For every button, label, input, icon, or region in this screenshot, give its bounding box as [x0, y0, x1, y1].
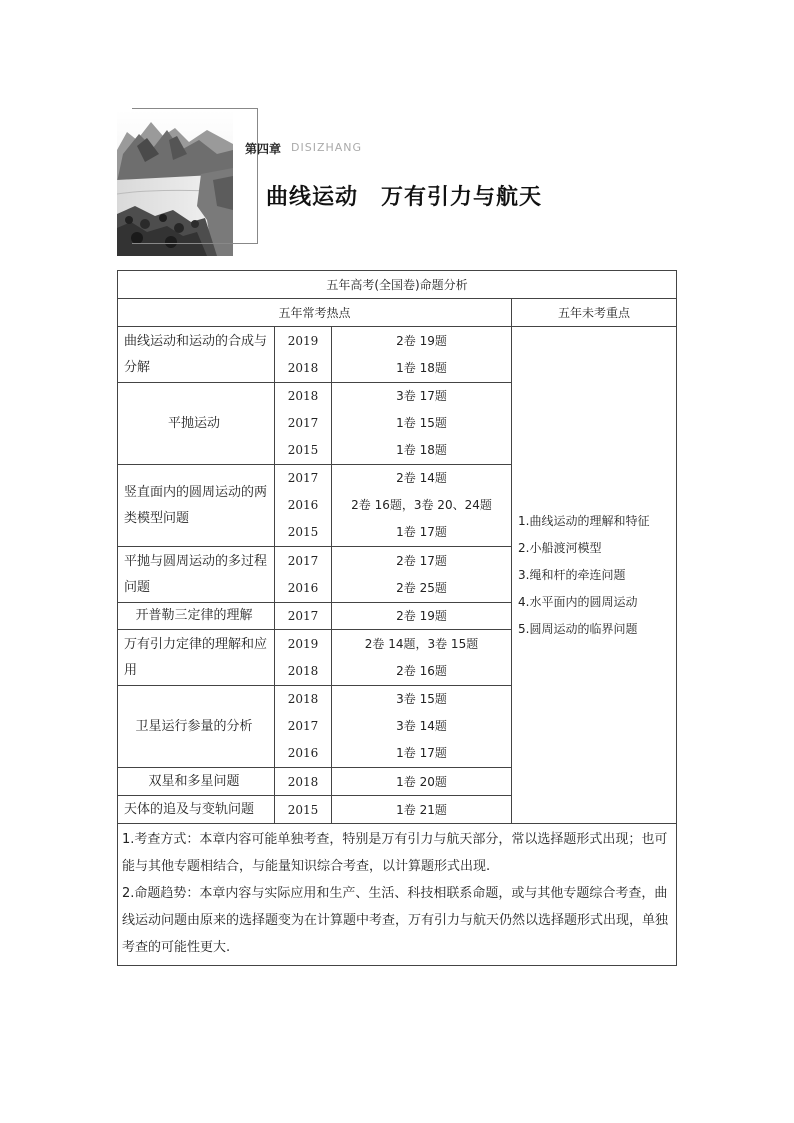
year-cell	[275, 686, 332, 768]
table-caption: 五年高考(全国卷)命题分析	[118, 271, 677, 299]
year: 2016	[287, 580, 319, 595]
year: 2018	[287, 360, 319, 375]
analysis-paragraph: 1.考查方式：本章内容可能单独考查，特别是万有引力与航天部分，常以选择题形式出现；也可能与其他专题相结合，与能量知识综合考查，以计算题形式出现.	[122, 832, 668, 874]
year: 2019	[287, 636, 319, 651]
topic-cell: 万有引力定律的理解和应用	[118, 630, 275, 686]
year: 2018	[287, 692, 319, 706]
question: 3卷 15题	[396, 692, 447, 706]
focus-item: 4.水平面内的圆周运动	[518, 594, 638, 609]
year-cell	[275, 383, 332, 465]
question-cell: 2卷 19题	[332, 603, 512, 630]
topic-cell: 天体的追及与变轨问题	[118, 796, 275, 824]
question-cell	[332, 465, 512, 547]
topic-cell: 平抛与圆周运动的多过程问题	[118, 547, 275, 603]
question: 2卷 17题	[396, 553, 447, 568]
year: 2015	[287, 443, 319, 457]
question-cell	[332, 327, 512, 383]
topic-cell: 卫星运行参量的分析	[118, 686, 275, 768]
year: 2017	[287, 416, 319, 430]
chapter-pinyin: DISIZHANG	[291, 141, 363, 154]
col-header-focus: 五年未考重点	[512, 299, 677, 327]
year-cell	[275, 547, 332, 603]
question-cell: 1卷 21题	[332, 796, 512, 824]
topic-cell: 竖直面内的圆周运动的两类模型问题	[118, 465, 275, 547]
table-row	[118, 327, 677, 383]
question-cell	[332, 547, 512, 603]
year: 2017	[287, 553, 319, 568]
col-header-hot: 五年常考热点	[118, 299, 512, 327]
question: 1卷 15题	[396, 416, 447, 430]
question: 2卷 19题	[396, 333, 447, 348]
question: 2卷 16题，3卷 20、24题	[351, 498, 492, 512]
analysis-cell	[118, 824, 677, 966]
chapter-title: 曲线运动 万有引力与航天	[266, 185, 543, 210]
question: 2卷 14题	[396, 471, 447, 485]
question: 1卷 17题	[396, 525, 447, 539]
year: 2017	[287, 719, 319, 733]
question: 2卷 25题	[396, 580, 447, 595]
year: 2018	[287, 663, 319, 678]
year-cell	[275, 465, 332, 547]
question: 1卷 18题	[396, 443, 447, 457]
year: 2019	[287, 333, 319, 348]
question: 3卷 14题	[396, 719, 447, 733]
focus-item: 5.圆周运动的临界问题	[518, 621, 638, 636]
analysis-row	[118, 824, 677, 966]
year-cell: 2017	[275, 603, 332, 630]
header-frame	[132, 108, 258, 244]
topic-cell: 双星和多星问题	[118, 768, 275, 796]
year-cell: 2018	[275, 768, 332, 796]
focus-cell	[512, 327, 677, 824]
focus-item: 2.小船渡河模型	[518, 540, 602, 555]
focus-item: 3.绳和杆的牵连问题	[518, 567, 626, 582]
topic-cell: 平抛运动	[118, 383, 275, 465]
question: 3卷 17题	[396, 389, 447, 403]
year: 2016	[287, 746, 319, 760]
exam-analysis-table	[117, 270, 677, 966]
year-cell	[275, 327, 332, 383]
question: 2卷 16题	[396, 663, 447, 678]
chapter-label: 第四章	[245, 142, 282, 156]
year: 2015	[287, 525, 319, 539]
year: 2017	[287, 471, 319, 485]
year: 2018	[287, 389, 319, 403]
question-cell	[332, 383, 512, 465]
year-cell	[275, 630, 332, 686]
analysis-paragraph: 2.命题趋势：本章内容与实际应用和生产、生活、科技相联系命题，或与其他专题综合考查，曲线运动问题由原来的选择题变为在计算题中考查，万有引力与航天仍然以选择题形式出现，单独考查的可能性更大.	[122, 886, 669, 955]
year-cell: 2015	[275, 796, 332, 824]
topic-cell: 开普勒三定律的理解	[118, 603, 275, 630]
year: 2016	[287, 498, 319, 512]
question-cell: 1卷 20题	[332, 768, 512, 796]
question: 2卷 14题，3卷 15题	[364, 636, 479, 651]
topic-cell: 曲线运动和运动的合成与分解	[118, 327, 275, 383]
question-cell	[332, 686, 512, 768]
question-cell	[332, 630, 512, 686]
focus-item: 1.曲线运动的理解和特征	[518, 513, 650, 528]
question: 1卷 18题	[396, 360, 447, 375]
question: 1卷 17题	[396, 746, 447, 760]
